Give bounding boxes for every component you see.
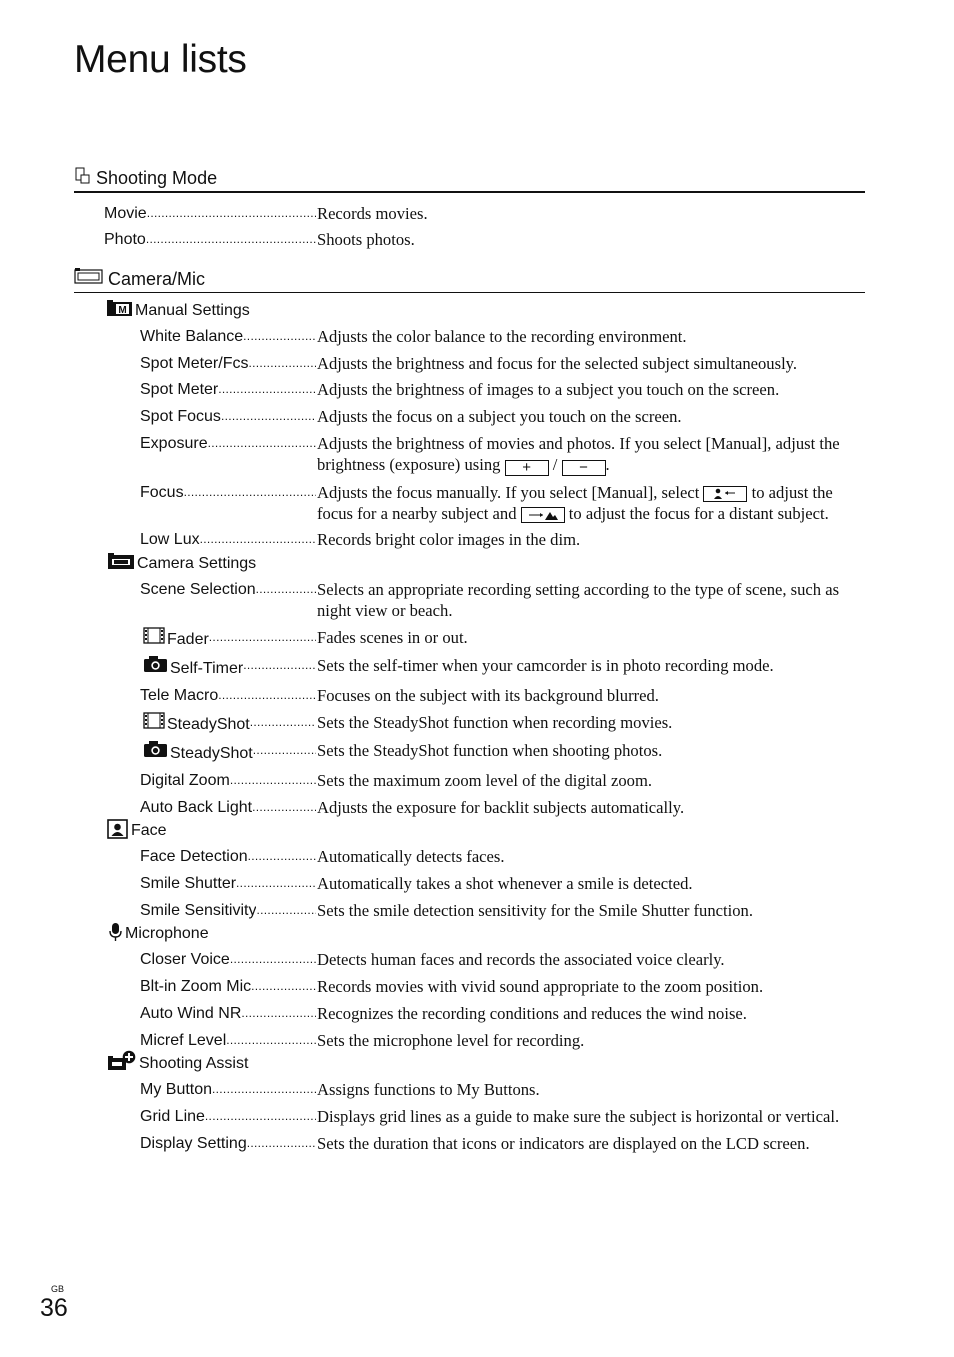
menu-item-name: Focus xyxy=(140,483,184,501)
menu-item-desc: Adjusts the exposure for backlit subjects automatically. xyxy=(317,797,685,817)
menu-item-name: Movie xyxy=(104,204,147,222)
menu-item-name: My Button xyxy=(140,1081,213,1099)
menu-item xyxy=(74,846,865,867)
menu-item-desc: Sets the self-timer when your camcorder is in photo recording mode. xyxy=(317,656,774,676)
menu-item-desc: Sets the duration that icons or indicators are displayed on the LCD screen. xyxy=(317,1133,810,1153)
menu-item xyxy=(74,579,865,621)
menu-item xyxy=(74,976,865,997)
subsection-manual-settings xyxy=(107,297,865,324)
photo-camera-icon xyxy=(140,655,170,679)
menu-item-desc: Fades scenes in or out. xyxy=(317,627,468,647)
manual-settings-icon xyxy=(107,300,133,322)
menu-item-name: Micref Level xyxy=(140,1031,227,1049)
menu-item xyxy=(74,326,865,347)
menu-item-name: Exposure xyxy=(140,434,208,452)
far-focus-icon xyxy=(521,507,565,523)
menu-item xyxy=(74,529,865,550)
menu-item xyxy=(74,433,865,476)
menu-item-name: Smile Shutter xyxy=(140,875,237,893)
menu-item-desc: Records bright color images in the dim. xyxy=(317,530,581,550)
menu-item-name: SteadyShot xyxy=(170,745,253,763)
menu-item-desc: Sets the maximum zoom level of the digital zoom. xyxy=(317,771,653,790)
movie-film-icon xyxy=(140,712,167,735)
menu-item xyxy=(74,482,865,524)
subsection-title: Microphone xyxy=(125,925,209,943)
menu-item xyxy=(74,1030,865,1051)
menu-item-desc: Sets the microphone level for recording. xyxy=(317,1030,585,1050)
subsection-title: Camera Settings xyxy=(137,554,257,572)
page-number: 36 xyxy=(40,1294,68,1322)
menu-item-name: Auto Wind NR xyxy=(140,1004,242,1022)
menu-item xyxy=(74,1106,865,1127)
menu-item-desc: Sets the SteadyShot function when recording movies. xyxy=(317,712,673,732)
menu-item-desc: Sets the smile detection sensitivity for the Smile Shutter function. xyxy=(317,900,753,920)
menu-item-desc: Adjusts the color balance to the recording environment. xyxy=(317,327,687,347)
menu-item-desc: Automatically takes a shot whenever a smile is detected. xyxy=(317,874,693,894)
menu-item xyxy=(74,900,865,921)
menu-item-name: Face Detection xyxy=(140,848,248,866)
menu-item-name: Self-Timer xyxy=(170,660,244,678)
menu-item-name: Spot Focus xyxy=(140,408,221,426)
menu-item xyxy=(74,203,865,224)
section-title: Shooting Mode xyxy=(96,168,218,188)
menu-item-name: Spot Meter xyxy=(140,381,219,399)
menu-item xyxy=(74,770,865,791)
menu-item-name: Low Lux xyxy=(140,531,200,549)
menu-item-name: Scene Selection xyxy=(140,580,256,598)
menu-item-desc: Automatically detects faces. xyxy=(317,847,505,867)
menu-item-name: Tele Macro xyxy=(140,686,219,704)
menu-item-name: Fader xyxy=(167,630,209,648)
menu-item xyxy=(74,353,865,374)
menu-item-desc: Assigns functions to My Buttons. xyxy=(317,1080,540,1100)
menu-item-desc: Records movies with vivid sound appropriate to the zoom position. xyxy=(317,977,764,997)
menu-item-desc: Recognizes the recording conditions and reduces the wind noise. xyxy=(317,1003,747,1023)
menu-item-desc: Adjusts the focus manually. If you select [Manual], select to adjust the focus for a nearby subject and to adjust the focus for a distant subject. xyxy=(317,482,833,523)
menu-item xyxy=(74,229,865,250)
camera-mic-icon xyxy=(74,267,104,290)
menu-item-name: Auto Back Light xyxy=(140,798,253,816)
menu-item xyxy=(74,1079,865,1100)
face-icon xyxy=(107,819,129,844)
shooting-mode-icon xyxy=(74,166,92,189)
section-camera-mic xyxy=(74,267,865,293)
menu-item-desc: Adjusts the brightness of movies and photos. If you select [Manual], adjust the brightness (exposure) using + / − . xyxy=(317,433,840,476)
menu-item-name: Display Setting xyxy=(140,1134,247,1152)
menu-item xyxy=(74,797,865,818)
menu-item-name: SteadyShot xyxy=(167,715,250,733)
menu-item xyxy=(74,655,865,679)
menu-item-desc: Sets the SteadyShot function when shooting photos. xyxy=(317,741,663,761)
menu-item xyxy=(74,685,865,706)
menu-item-name: Smile Sensitivity xyxy=(140,901,257,919)
shooting-assist-icon xyxy=(107,1050,137,1077)
plus-button-icon: + xyxy=(505,460,549,476)
menu-item-desc: Focuses on the subject with its background blurred. xyxy=(317,685,659,705)
menu-item-desc: Records movies. xyxy=(317,203,428,223)
menu-item xyxy=(74,740,865,764)
menu-item-name: White Balance xyxy=(140,328,244,346)
subsection-shooting-assist xyxy=(107,1051,865,1078)
movie-film-icon xyxy=(140,627,167,650)
near-focus-icon xyxy=(703,486,747,502)
minus-button-icon: − xyxy=(562,460,606,476)
menu-item xyxy=(74,1003,865,1024)
menu-item-name: Blt-in Zoom Mic xyxy=(140,978,252,996)
menu-item xyxy=(74,627,865,650)
menu-item xyxy=(74,379,865,400)
microphone-icon xyxy=(107,922,123,947)
menu-item-name: Digital Zoom xyxy=(140,772,230,789)
region-code: GB xyxy=(51,1284,65,1294)
subsection-title: Face xyxy=(131,822,167,840)
menu-item-desc: Adjusts the brightness of images to a subject you touch on the screen. xyxy=(317,380,780,400)
menu-item-desc: Shoots photos. xyxy=(317,230,415,250)
menu-item-desc: Adjusts the brightness and focus for the selected subject simultaneously. xyxy=(317,353,798,373)
menu-item-desc: Selects an appropriate recording setting according to the type of scene, such as night view or beach. xyxy=(317,579,840,620)
section-title: Camera/Mic xyxy=(108,269,206,290)
menu-list xyxy=(74,166,865,1154)
menu-item-name: Closer Voice xyxy=(140,951,230,969)
menu-item-name: Grid Line xyxy=(140,1107,205,1125)
svg-text:M: M xyxy=(118,304,127,316)
menu-item xyxy=(74,873,865,894)
menu-item-desc: Detects human faces and records the associated voice clearly. xyxy=(317,950,725,970)
subsection-camera-settings xyxy=(107,550,865,577)
menu-item-name: Spot Meter/Fcs xyxy=(140,354,249,372)
subsection-title: Shooting Assist xyxy=(139,1054,249,1072)
camera-settings-icon xyxy=(107,553,135,575)
menu-item xyxy=(74,949,865,970)
menu-item-desc: Adjusts the focus on a subject you touch on the screen. xyxy=(317,407,682,427)
page-title: Menu lists xyxy=(74,38,247,81)
subsection-microphone xyxy=(107,921,865,948)
menu-item-desc: Displays grid lines as a guide to make sure the subject is horizontal or vertical. xyxy=(317,1106,840,1126)
menu-item xyxy=(74,1133,865,1154)
photo-camera-icon xyxy=(140,740,170,764)
menu-item-name: Photo xyxy=(104,231,146,249)
menu-item xyxy=(74,712,865,735)
section-shooting-mode xyxy=(74,166,865,193)
menu-item xyxy=(74,406,865,427)
subsection-title: Manual Settings xyxy=(135,301,250,319)
subsection-face xyxy=(107,818,865,845)
